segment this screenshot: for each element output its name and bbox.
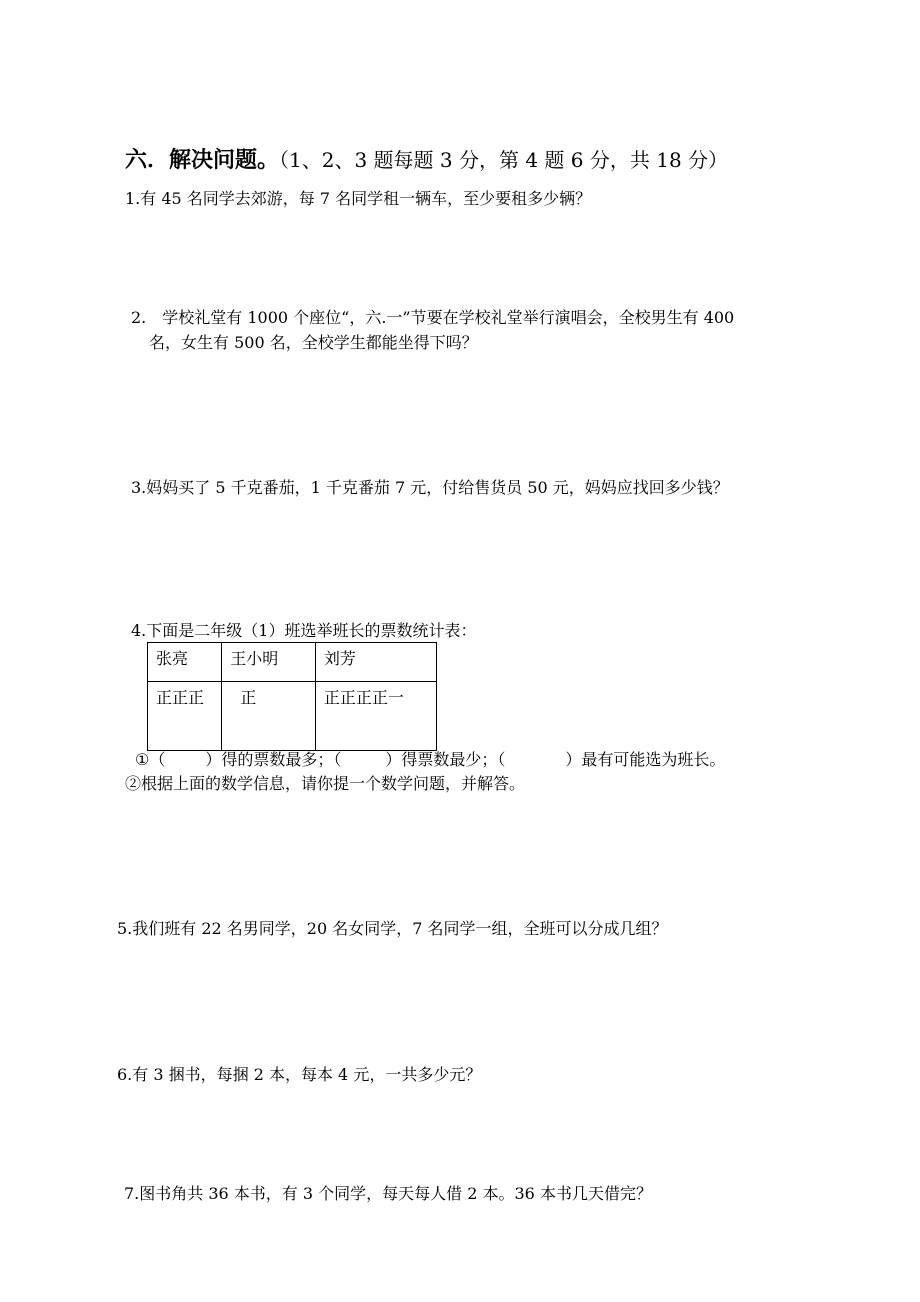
question-4-part-2: ②根据上面的数学信息，请你提一个数学问题，并解答。 (125, 774, 526, 793)
part-1-open: ①（ (135, 750, 166, 769)
section-heading (125, 146, 728, 174)
question-4-intro: 4.下面是二年级（1）班选举班长的票数统计表： (131, 621, 477, 640)
question-7: 7.图书角共 36 本书，有 3 个同学，每天每人借 2 本。36 本书几天借完？ (124, 1184, 652, 1203)
question-5: 5.我们班有 22 名男同学，20 名女同学，7 名同学一组，全班可以分成几组？ (117, 919, 668, 938)
question-6: 6.有 3 捆书，每捆 2 本，每本 4 元，一共多少元？ (117, 1065, 482, 1084)
table-cell-tally: 正正正 (148, 682, 222, 751)
table-cell-tally (222, 682, 316, 751)
table-cell-name: 刘芳 (315, 643, 436, 682)
question-2-line-1: 2. 学校礼堂有 1000 个座位“，六.一”节要在学校礼堂举行演唱会，全校男生有 400 (131, 308, 735, 327)
table-row-tallies (148, 682, 437, 751)
table-row-names (148, 643, 437, 682)
question-1: 1.有 45 名同学去郊游，每 7 名同学租一辆车，至少要租多少辆？ (125, 189, 592, 208)
part-1-end: ）得票数最少；（ (385, 750, 506, 769)
question-4-part-1 (135, 749, 725, 771)
section-title: 六．解决问题。 (125, 147, 280, 173)
part-1-middle: ）得的票数最多；（ (205, 750, 342, 769)
table-cell-name: 王小明 (222, 643, 316, 682)
vote-tally-table (147, 642, 437, 751)
section-scoring: （1、2、3 题每题 3 分，第 4 题 6 分，共 18 分） (279, 148, 729, 172)
table-cell-tally: 正正正正一 (315, 682, 436, 751)
question-3: 3.妈妈买了 5 千克番茄，1 千克番茄 7 元，付给售货员 50 元，妈妈应找回多少钱？ (131, 478, 729, 497)
question-2-line-2: 名，女生有 500 名，全校学生都能坐得下吗？ (149, 333, 478, 352)
table-cell-name: 张亮 (148, 643, 222, 682)
part-1-tail: ）最有可能选为班长。 (565, 750, 726, 769)
tally-mark: 正 (240, 688, 257, 707)
